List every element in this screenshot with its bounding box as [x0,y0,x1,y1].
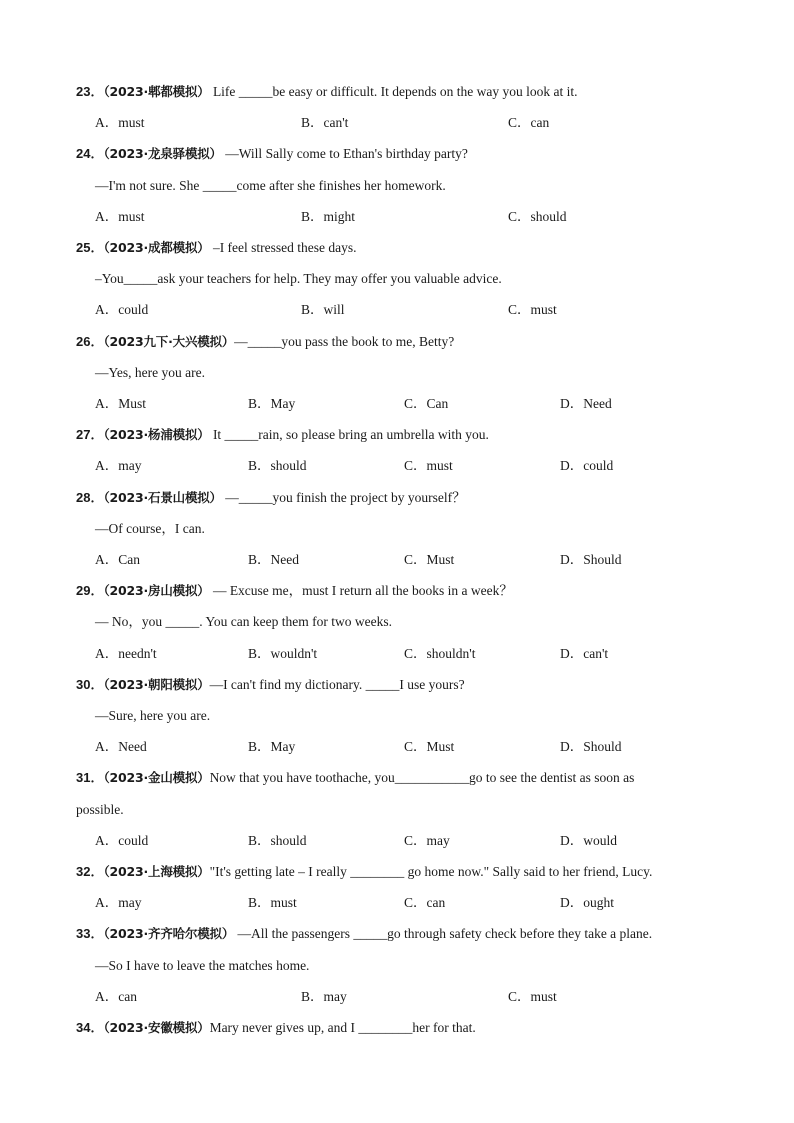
option-b[interactable]: B．May [248,396,296,411]
question-8 [76,771,634,785]
option-d[interactable]: D．could [560,458,614,474]
question-number: 23． [76,84,104,99]
question-0 [76,85,577,99]
question-number: 31． [76,770,104,786]
question-text: Life _____be easy or difficult. It depends on the way you look at it. [209,84,578,99]
option-a[interactable]: A．could [95,832,149,848]
option-c[interactable]: C．must [508,988,557,1004]
question-source: （2023·石景山模拟） [103,489,222,505]
option-c[interactable]: C．can [404,895,446,911]
question-2 [76,241,357,255]
question-text-line: —Sure, here you are. [95,708,211,723]
question-1 [76,147,468,161]
option-d[interactable]: D．Should [560,552,622,567]
question-text: It _____rain, so please bring an umbrella with you. [209,427,489,443]
question-number: 34． [76,1020,104,1035]
option-a[interactable]: A．must [95,208,145,224]
question-source: （2023九下·大兴模拟） [103,333,235,349]
question-text: —_____you pass the book to me, Betty? [234,333,455,349]
option-a[interactable]: A．may [95,458,142,474]
question-source: （2023·齐齐哈尔模拟） [103,926,235,942]
option-b[interactable]: B．wouldn't [248,645,318,661]
option-d[interactable]: D．ought [560,895,614,911]
question-10 [76,927,652,941]
option-b[interactable]: B．may [301,988,347,1004]
option-d[interactable]: D．can't [560,645,609,661]
question-source: （2023·龙泉驿模拟） [103,146,222,162]
question-source: （2023·房山模拟） [103,583,210,599]
question-source: （2023·上海模拟） [103,864,210,879]
question-text-line: — No，you _____. You can keep them for two weeks. [95,614,392,630]
option-d[interactable]: D．Should [560,739,622,755]
question-text-line: —Yes, here you are. [95,364,205,380]
option-a[interactable]: A．may [95,895,142,911]
question-number: 32． [76,864,104,879]
option-c[interactable]: C．may [404,832,450,848]
question-source: （2023·成都模拟） [103,240,210,255]
option-b[interactable]: B．Need [248,552,299,567]
question-number: 28． [76,489,104,505]
question-source: （2023·金山模拟） [103,770,210,786]
question-text: Now that you have toothache, you___________go to see the dentist as soon as [209,770,635,786]
option-b[interactable]: B．might [301,208,356,224]
option-b[interactable]: B．can't [301,115,349,131]
option-a[interactable]: A．Need [95,739,147,755]
question-number: 27． [76,427,104,443]
option-c[interactable]: C．should [508,208,567,224]
option-a[interactable]: A．must [95,115,145,131]
option-b[interactable]: B．May [248,739,296,755]
option-a[interactable]: A．can [95,988,137,1004]
question-text: "It's getting late – I really ________ go home now." Sally said to her friend, Lucy. [209,864,653,879]
option-b[interactable]: B．should [248,832,307,848]
question-text-line: —I'm not sure. She _____come after she finishes her homework. [95,177,446,193]
question-number: 25． [76,240,104,255]
question-text: –I feel stressed these days. [209,240,357,255]
question-number: 29． [76,583,104,599]
question-3 [76,335,454,349]
option-a[interactable]: A．Must [95,396,147,411]
option-a[interactable]: A．could [95,302,149,318]
question-text-line: —So I have to leave the matches home. [95,957,310,973]
question-number: 26． [76,333,104,349]
question-text: —I can't find my dictionary. _____I use yours? [209,676,465,692]
question-11 [76,1021,476,1035]
question-text: —_____you finish the project by yourself？ [221,489,466,505]
question-5 [76,491,466,505]
option-d[interactable]: D．would [560,832,617,848]
option-a[interactable]: A．needn't [95,645,157,661]
option-b[interactable]: B．will [301,302,345,318]
option-c[interactable]: C．Must [404,739,455,755]
question-text: —All the passengers _____go through safety check before they take a plane. [234,926,653,942]
question-7 [76,678,465,692]
option-c[interactable]: C．must [404,458,453,474]
option-c[interactable]: C．Can [404,396,449,411]
question-number: 30． [76,676,104,692]
question-4 [76,428,489,442]
option-b[interactable]: B．must [248,895,297,911]
question-source: （2023·朝阳模拟） [103,676,210,692]
question-text-line: —Of course，I can. [95,520,205,536]
question-text: Mary never gives up, and I ________her for that. [209,1020,476,1035]
option-c[interactable]: C．must [508,302,557,318]
option-c[interactable]: C．can [508,115,550,131]
option-b[interactable]: B．should [248,458,307,474]
question-text: — Excuse me，must I return all the books in a week？ [209,583,513,599]
question-number: 24． [76,146,104,162]
question-text-line: –You_____ask your teachers for help. They may offer you valuable advice. [95,271,502,287]
question-text-line: possible. [76,801,124,817]
option-d[interactable]: D．Need [560,396,612,411]
question-9 [76,865,652,879]
question-source: （2023·杨浦模拟） [103,427,210,443]
question-number: 33． [76,926,104,942]
option-a[interactable]: A．Can [95,552,140,567]
option-c[interactable]: C．shouldn't [404,645,476,661]
question-source: （2023·郫都模拟） [103,84,210,99]
question-text: —Will Sally come to Ethan's birthday party? [221,146,468,162]
question-source: （2023·安徽模拟） [103,1020,210,1035]
question-6 [76,584,513,598]
option-c[interactable]: C．Must [404,552,455,567]
